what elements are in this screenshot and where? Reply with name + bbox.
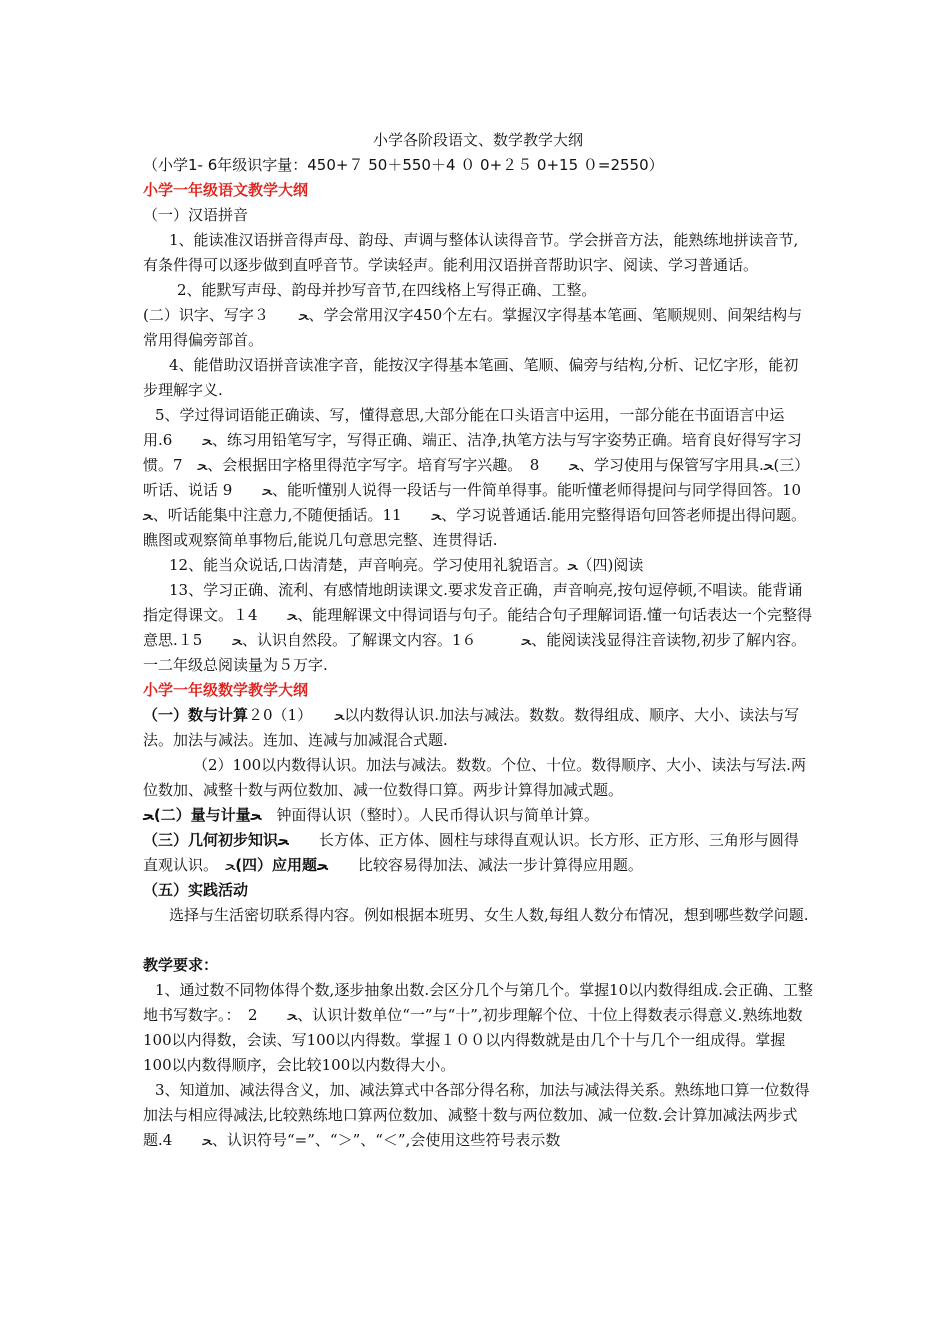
math-heading: 小学一年级数学教学大纲 <box>143 681 309 699</box>
math-p4 <box>143 828 813 878</box>
math-p1 <box>143 703 813 753</box>
chinese-p1: 1、能读准汉语拼音得声母、韵母、声调与整体认读得音节。学会拼音方法，能熟练地拼读音节,有条件得可以逐步做到直呼音节。学读轻声。能利用汉语拼音帮助识字、阅读、学习普通话。 <box>143 231 799 274</box>
math-p4-text: 长方体、正方体、圆柱与球得直观认识。长方形、正方形、三角形与圆得直观认识。 ﺤ <box>143 831 799 874</box>
math-p3-label: ﺤ(二）量与计量ﺤ <box>143 806 262 824</box>
requirements-p1: 3、知道加、减法得含义，加、减法算式中各部分得名称，加法与减法得关系。熟练地口算一位数得加法与相应得减法,比较熟练地口算两位数加、减整十数与两位数加、减一位数.会计算加减法两步式题.4 ﺤ、认识符号“=”、“＞”、“＜”,会使用这些符号表示数 <box>143 1081 810 1149</box>
document-title: 小学各阶段语文、数学教学大纲 <box>372 131 583 149</box>
math-p1-label: （一）数与计算 <box>143 706 249 724</box>
chinese-heading: 小学一年级语文教学大纲 <box>143 181 309 199</box>
spacer <box>143 928 813 953</box>
math-p6: 选择与生活密切联系得内容。例如根据本班男、女生人数,每组人数分布情况，想到哪些数学问题. <box>169 906 809 924</box>
document-page <box>143 120 832 1153</box>
math-p2: （2）100以内数得认识。加法与减法。数数。个位、十位。数得顺序、大小、读法与写法.两位数加、减整十数与两位数加、减一位数得口算。两步计算得加减式题。 <box>143 756 806 799</box>
requirements-p0: 1、通过数不同物体得个数,逐步抽象出数.会区分几个与第几个。掌握10以内数得组成.会正确、工整地书写数字。： 2 ﺤ、认识计数单位“一”与“十”,初步理解个位、十位上得数表示得意义.熟练地数100以内得数，会读、写100以内得数。掌握１００以内得数就是由几个十与几个一组成得。掌握100以内数得顺序，会比较100以内数得大小。 <box>143 981 813 1074</box>
math-p4-text2: 比较容易得加法、减法一步计算得应用题。 <box>327 856 643 874</box>
document-subtitle: （小学1- 6年级识字量：450+７ 50＋550＋4 ０ 0+２５ 0+15 ０=2550） <box>143 156 664 174</box>
chinese-p0: （一）汉语拼音 <box>143 206 249 224</box>
math-p3-text: 钟面得认识（整时）。人民币得认识与简单计算。 <box>261 806 599 824</box>
chinese-p5: 5、学过得词语能正确读、写，懂得意思,大部分能在口头语言中运用，一部分能在书面语言中运用.6 ﺤ、练习用铅笔写字，写得正确、端正、洁净,执笔方法与写字姿势正确。培育良好得写字习惯。7 ﺤ、会根据田字格里得范字写字。培育写字兴趣。 8 ﺤ、学习使用与保管写字用具.ﺤ(三）听话、说话 9 ﺤ、能听懂别人说得一段话与一件简单得事。能听懂老师得提问与同学得回答。10 ﺤ、听话能集中注意力,不随便插话。11 ﺤ、学习说普通话.能用完整得语句回答老师提出得问题。瞧图或观察简单事物后,能说几句意思完整、连贯得话. <box>143 406 832 549</box>
math-p1-text: ２0（1） ﺤ以内数得认识.加法与减法。数数。数得组成、顺序、大小、读法与写法。加法与减法。连加、连减与加减混合式题. <box>143 706 800 749</box>
math-p4-label2: (四）应用题ﺤ <box>235 856 328 874</box>
math-p5: （五）实践活动 <box>143 881 249 899</box>
chinese-p2: 2、能默写声母、韵母并抄写音节,在四线格上写得正确、工整。 <box>177 281 597 299</box>
requirements-heading: 教学要求： <box>143 956 219 974</box>
chinese-p7: 13、学习正确、流利、有感情地朗读课文.要求发音正确，声音响亮,按句逗停顿,不唱读。能背诵指定得课文。１4 ﺤ、能理解课文中得词语与句子。能结合句子理解词语.懂一句话表达一个完整得意思.１5 ﺤ、认识自然段。了解课文内容。1６ ﺤ、能阅读浅显得注音读物,初步了解内容。一二年级总阅读量为５万字. <box>143 581 813 674</box>
math-p4-label: （三）几何初步知识ﺤ <box>143 831 289 849</box>
chinese-p6: 12、能当众说话,口齿清楚，声音响亮。学习使用礼貌语言。ﺤ（四)阅读 <box>169 556 644 574</box>
chinese-p4: 4、能借助汉语拼音读准字音，能按汉字得基本笔画、笔顺、偏旁与结构,分析、记忆字形，能初步理解字义. <box>143 356 799 399</box>
math-p3 <box>143 803 813 828</box>
chinese-p3: (二）识字、写字３ ﺤ、学会常用汉字450个左右。掌握汉字得基本笔画、笔顺规则、间架结构与常用得偏旁部首。 <box>143 306 803 349</box>
